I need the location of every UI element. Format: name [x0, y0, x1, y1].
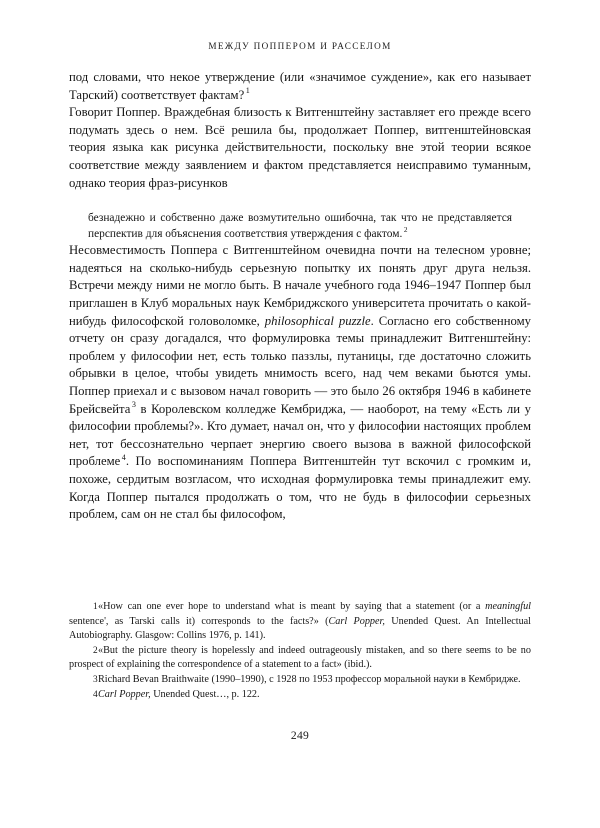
- block-quote-text: безнадежно и собственно даже возмутительно ошибочна, так что не представляется перспектив для объяснения соответствия утверждения с фактом.: [88, 211, 512, 240]
- footnote-item: [69, 600, 531, 644]
- paragraph-continued: [69, 69, 531, 104]
- footnote-text-b: Unended Quest…, p. 122.: [150, 688, 260, 700]
- footnotes-section: [69, 600, 531, 702]
- footnote-number: 3: [93, 674, 98, 685]
- paragraph-incompatibility-text-c: в Королевском колледже Кембриджа, — наоборот, на тему «Есть ли у философии проблемы?». Кто думает, начал он, что у философии настоящих проблем нет, тот бессознательно черпает энергию своего вызова в важной философской проблеме: [69, 401, 531, 469]
- footnote-italic-b: Carl Popper,: [328, 615, 385, 627]
- running-head: МЕЖДУ ПОППЕРОМ И РАССЕЛОМ: [208, 41, 392, 51]
- page-number: 249: [290, 729, 310, 742]
- footnote-item: [69, 644, 531, 673]
- footnote-item: [69, 688, 531, 703]
- block-quote: [69, 210, 531, 242]
- footnote-number: 2: [93, 645, 98, 656]
- paragraph-incompatibility: [69, 242, 531, 524]
- footnote-number: 1: [93, 602, 98, 612]
- footnote-text-a: Richard Bevan Braithwaite (1990–1990), с 1928 по 1953 профессор моральной науки в Кембридже.: [98, 673, 521, 685]
- paragraph-popper: [69, 104, 531, 192]
- footnote-italic-a: Carl Popper,: [98, 688, 151, 700]
- footnote-item: [69, 673, 531, 688]
- footnote-ref-4[interactable]: 4: [121, 453, 126, 463]
- page-content: [69, 0, 531, 524]
- paragraph-incompatibility-text-b: . Согласно его собственному отчету он сразу догадался, что формулировка темы принадлежит Витгенштейну: проблем у философии нет, есть только паззлы, путаницы, где достаточно сложить обрывки в целое, чтобы увидеть мнимость всего, над чем веками бьются умы. Поппер приехал и с вызовом начал говорить — это было 26 октября 1946 в кабинете Брейсвейта: [69, 313, 531, 416]
- footnote-number: 4: [93, 689, 98, 700]
- footnote-text-a: «How can one ever hope to understand what is meant by saying that a statement (or a: [98, 601, 486, 612]
- footnote-italic-a: meaningful: [485, 601, 531, 612]
- footnote-text-a: «But the picture theory is hopelessly and indeed outrageously mistaken, and so there seems to be no prospect of explaining the correspondence of a statement to a fact» (ibid.).: [69, 644, 531, 671]
- footnote-ref-3[interactable]: 3: [131, 400, 136, 410]
- footnote-text-c: Unended Quest. An Intellectual Autobiography. Glasgow: Collins 1976, p. 141).: [69, 615, 532, 642]
- body-text: [69, 69, 531, 524]
- paragraph-continued-text: под словами, что некое утверждение (или «значимое суждение», как его называет Тарский) соответствует фактам?: [69, 70, 531, 102]
- paragraph-incompatibility-text-d: . По воспоминаниям Поппера Витгенштейн тут вскочил с громким и, похоже, сердитым возгласом, что исходная формулировка темы принадлежит ему. Когда Поппер пытался продолжать о том, что не будь в философии серьезных проблем, сам он не стал бы философом,: [69, 454, 531, 522]
- paragraph-incompatibility-text-a: Несовместимость Поппера с Витгенштейном очевидна почти на телесном уровне; надеяться на сколько-нибудь серьезную попытку их понять друг друга нельзя. Встречи между ними не могло быть. В начале учебного года 1946–1947 Поппер был приглашен в Клуб моральных наук Кембриджского университета прочитать о какой-нибудь философской головоломке,: [69, 243, 531, 328]
- footnote-ref-2[interactable]: 2: [403, 226, 408, 235]
- latin-term-philosophical-puzzle: philosophical puzzle: [264, 313, 371, 328]
- paragraph-popper-text: Говорит Поппер. Враждебная близость к Витгенштейну заставляет его прежде всего подумать здесь о нем. Всё решила бы, продолжает Поппер, витгенштейновская теория языка как рисунка действительности, поскольку вне этой теории всякое соответствие между заявлением и фактом представляется неисправимо туманным, однако теория фраз-рисунков: [69, 105, 531, 190]
- footnote-text-b: sentence', as Tarski calls it) corresponds to the facts?» (: [69, 615, 329, 627]
- footnote-ref-1[interactable]: 1: [245, 86, 250, 96]
